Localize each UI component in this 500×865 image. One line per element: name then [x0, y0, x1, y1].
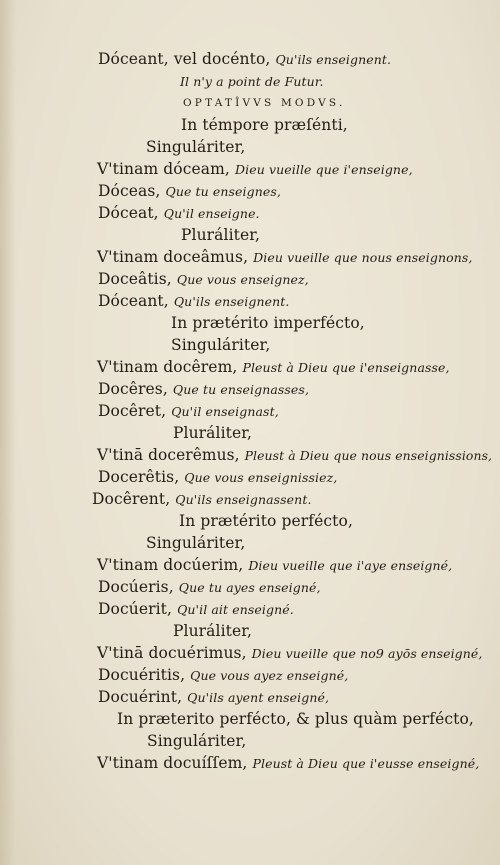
french-translation: Que vous enseignez, — [176, 272, 309, 287]
french-translation: Dieu vueille que i'enseigne, — [235, 162, 413, 177]
text-line — [98, 291, 290, 312]
french-translation: Dieu vueille que nous enseignons, — [253, 250, 473, 265]
latin-text: V'tinam docúerim, — [97, 556, 244, 574]
french-translation: Qu'il enseigne. — [163, 206, 260, 221]
latin-text: Docúeris, — [98, 578, 174, 596]
latin-text: Docerêtis, — [98, 468, 180, 486]
text-line — [98, 181, 281, 202]
latin-text: Docúerit, — [98, 600, 173, 618]
french-translation: Pleust à Dieu que nous enseignissions, — [244, 448, 493, 463]
french-translation: Que tu enseignes, — [165, 184, 281, 199]
french-translation: Que tu enseignasses, — [172, 382, 310, 397]
latin-text: Docuéritis, — [98, 666, 186, 684]
text-line — [97, 753, 479, 774]
latin-text: Dóceant, vel docénto, — [98, 50, 271, 68]
tense-heading: In prætérito imperfécto, — [171, 314, 365, 332]
latin-text: V'tinam docêrem, — [97, 358, 238, 376]
text-line — [97, 247, 472, 268]
french-translation: Qu'il enseignast, — [171, 404, 279, 419]
french-translation: Que vous ayez enseigné, — [190, 668, 349, 683]
tense-heading: In prætérito perfécto, — [179, 512, 353, 530]
latin-text: Dóceas, — [98, 182, 161, 200]
number-heading: Pluráliter, — [181, 226, 261, 244]
tense-heading: In præterito perfécto, & plus quàm perfécto, — [117, 710, 474, 728]
text-line — [98, 599, 294, 620]
number-heading: Pluráliter, — [173, 622, 253, 640]
latin-text: Docuérint, — [98, 688, 183, 706]
text-line — [97, 643, 483, 664]
latin-text: Docêret, — [98, 402, 167, 420]
text-line — [98, 203, 260, 224]
french-translation: Pleust à Dieu que i'eusse enseigné, — [252, 756, 480, 771]
text-line — [97, 357, 450, 378]
section-heading: OPTATÎVVS MODVS. — [183, 97, 346, 109]
text-line — [98, 665, 348, 686]
latin-text: V'tinam dóceam, — [97, 160, 230, 178]
french-translation: Pleust à Dieu que i'enseignasse, — [242, 360, 450, 375]
text-line — [98, 401, 279, 422]
number-heading: Singuláriter, — [146, 138, 246, 156]
text-line — [98, 687, 329, 708]
text-line — [92, 489, 312, 510]
french-note: Il n'y a point de Futur. — [180, 74, 324, 89]
number-heading: Pluráliter, — [173, 424, 253, 442]
latin-text: Docêres, — [98, 380, 168, 398]
latin-text: Dóceat, — [98, 204, 159, 222]
french-translation: Qu'ils enseignassent. — [175, 492, 312, 507]
french-translation: Dieu vueille que i'aye enseigné, — [248, 558, 453, 573]
text-line — [98, 379, 309, 400]
tense-heading: In témpore præſénti, — [181, 116, 348, 134]
text-line — [97, 555, 452, 576]
french-translation: Qu'ils enseignent. — [173, 294, 290, 309]
text-line — [98, 467, 337, 488]
page-gutter-shadow — [0, 0, 16, 865]
latin-text: Docêrent, — [92, 490, 171, 508]
latin-text: Dóceant, — [98, 292, 169, 310]
french-translation: Qu'il ait enseigné. — [177, 602, 294, 617]
french-translation: Que tu ayes enseigné, — [178, 580, 321, 595]
text-line — [98, 49, 391, 70]
number-heading: Singuláriter, — [146, 534, 246, 552]
latin-text: Doceâtis, — [98, 270, 172, 288]
latin-text: V'tinā docerêmus, — [97, 446, 240, 464]
latin-text: V'tinam docuíſſem, — [97, 754, 248, 772]
latin-text: V'tinā docuérimus, — [97, 644, 247, 662]
french-translation: Qu'ils enseignent. — [275, 52, 392, 67]
text-line — [97, 159, 413, 180]
french-translation: Qu'ils ayent enseigné, — [187, 690, 330, 705]
text-line — [98, 269, 309, 290]
french-translation: Que vous enseignissiez, — [184, 470, 338, 485]
text-line — [97, 445, 492, 466]
french-translation: Dieu vueille que no9 ayōs enseigné, — [251, 646, 483, 661]
number-heading: Singuláriter, — [171, 336, 271, 354]
text-line — [98, 577, 321, 598]
number-heading: Singuláriter, — [147, 732, 247, 750]
text-line — [180, 71, 324, 92]
latin-text: V'tinam doceâmus, — [97, 248, 249, 266]
